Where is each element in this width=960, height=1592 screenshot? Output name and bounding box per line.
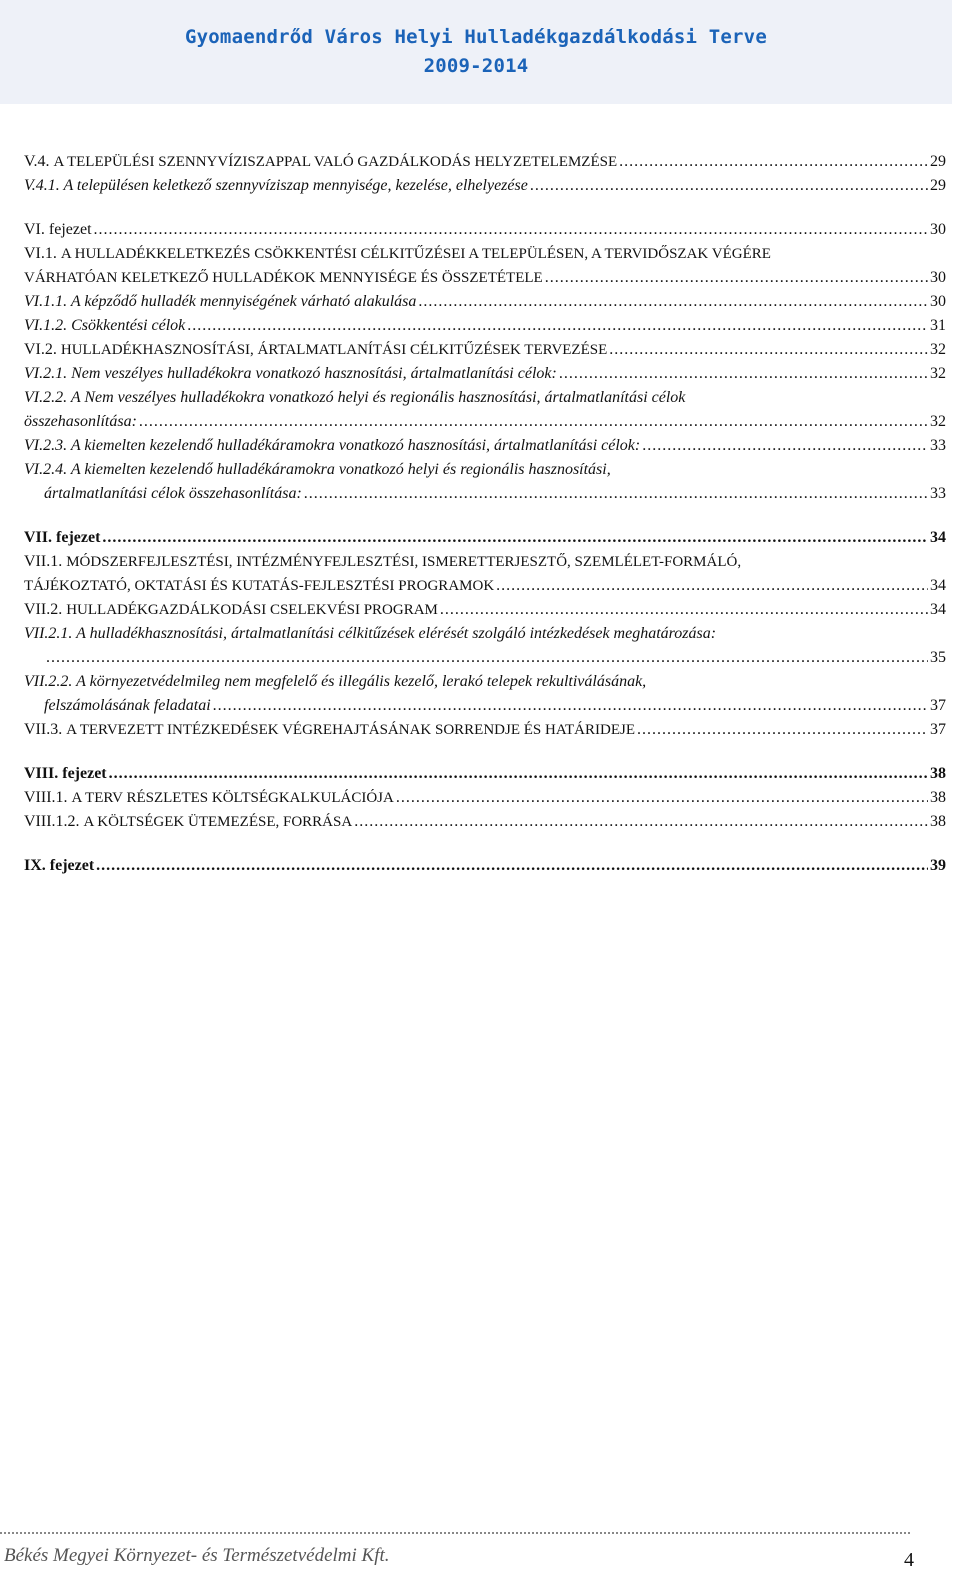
footer-company: Békés Megyei Környezet- és Természetvédelmi Kft. <box>4 1545 390 1566</box>
toc-entry-line2[interactable]: összehasonlítása: ..... 32 <box>24 410 946 434</box>
toc-entry-line1[interactable]: VII.2.2. A környezetvédelmileg nem megfelelő és illegális kezelő, lerakó telepek rekultiválásának, <box>24 673 647 690</box>
table-of-contents <box>24 150 946 878</box>
footer-divider <box>0 1532 910 1534</box>
toc-entry[interactable]: VIII.1.2. A KÖLTSÉGEK ÜTEMEZÉSE, FORRÁSA ..... 38 <box>24 810 946 834</box>
toc-entry-line2[interactable]: ártalmatlanítási célok összehasonlítása: ..... 33 <box>24 482 946 506</box>
toc-entry-line1[interactable]: VII.2.1. A hulladékhasznosítási, ártalmatlanítási célkitűzések elérését szolgáló intézkedések meghatározása: <box>24 625 717 642</box>
toc-entry-line1[interactable]: VII.1. MÓDSZERFEJLESZTÉSI, INTÉZMÉNYFEJLESZTÉSI, ISMERETTERJESZTŐ, SZEMLÉLET-FORMÁLÓ, <box>24 553 742 570</box>
toc-entry-line2[interactable]: TÁJÉKOZTATÓ, OKTATÁSI ÉS KUTATÁS-FEJLESZTÉSI PROGRAMOK ..... 34 <box>24 574 946 598</box>
toc-entry[interactable]: VII.2. HULLADÉKGAZDÁLKODÁSI CSELEKVÉSI PROGRAM ..... 34 <box>24 598 946 622</box>
toc-entry-line2[interactable]: ..... 35 <box>24 646 946 670</box>
toc-entry[interactable]: VI.2.3. A kiemelten kezelendő hulladékáramokra vonatkozó hasznosítási, ártalmatlanítási célok: ..... 33 <box>24 434 946 458</box>
document-title: Gyomaendrőd Város Helyi Hulladékgazdálkodási Terve <box>185 26 767 48</box>
toc-entry-line2[interactable]: VÁRHATÓAN KELETKEZŐ HULLADÉKOK MENNYISÉGE ÉS ÖSSZETÉTELE ..... 30 <box>24 266 946 290</box>
toc-entry[interactable]: VII.3. A TERVEZETT INTÉZKEDÉSEK VÉGREHAJTÁSÁNAK SORRENDJE ÉS HATÁRIDEJE ..... 37 <box>24 718 946 742</box>
toc-chapter[interactable]: VIII. fejezet ..... 38 <box>24 762 946 786</box>
toc-entry[interactable]: VI.2.1. Nem veszélyes hulladékokra vonatkozó hasznosítási, ártalmatlanítási célok: ..... 32 <box>24 362 946 386</box>
toc-entry-line1[interactable]: VI.2.4. A kiemelten kezelendő hulladékáramokra vonatkozó helyi és regionális hasznosítási, <box>24 461 611 478</box>
page-header <box>0 0 952 104</box>
page-number: 4 <box>904 1549 914 1571</box>
document-years: 2009-2014 <box>423 55 529 77</box>
toc-entry[interactable]: V.4. A TELEPÜLÉSI SZENNYVÍZISZAPPAL VALÓ GAZDÁLKODÁS HELYZETELEMZÉSE ..... 29 <box>24 150 946 174</box>
toc-chapter[interactable]: VII. fejezet ..... 34 <box>24 526 946 550</box>
toc-entry[interactable]: VI.2. HULLADÉKHASZNOSÍTÁSI, ÁRTALMATLANÍTÁSI CÉLKITŰZÉSEK TERVEZÉSE ..... 32 <box>24 338 946 362</box>
toc-entry[interactable]: VIII.1. A TERV RÉSZLETES KÖLTSÉGKALKULÁCIÓJA ..... 38 <box>24 786 946 810</box>
toc-chapter[interactable]: VI. fejezet ..... 30 <box>24 218 946 242</box>
toc-entry[interactable]: VI.1.2. Csökkentési célok ..... 31 <box>24 314 946 338</box>
toc-chapter[interactable]: IX. fejezet ..... 39 <box>24 854 946 878</box>
toc-entry-line1[interactable]: VI.2.2. A Nem veszélyes hulladékokra vonatkozó helyi és regionális hasznosítási, ártalmatlanítási célok <box>24 389 686 406</box>
toc-entry-line1[interactable]: VI.1. A HULLADÉKKELETKEZÉS CSÖKKENTÉSI CÉLKITŰZÉSEI A TELEPÜLÉSEN, A TERVIDŐSZAK VÉGÉRE <box>24 245 771 262</box>
toc-entry[interactable]: VI.1.1. A képződő hulladék mennyiségének várható alakulása ..... 30 <box>24 290 946 314</box>
toc-entry-line2[interactable]: felszámolásának feladatai ..... 37 <box>24 694 946 718</box>
toc-entry[interactable]: V.4.1. A településen keletkező szennyvíziszap mennyisége, kezelése, elhelyezése ..... 29 <box>24 174 946 198</box>
